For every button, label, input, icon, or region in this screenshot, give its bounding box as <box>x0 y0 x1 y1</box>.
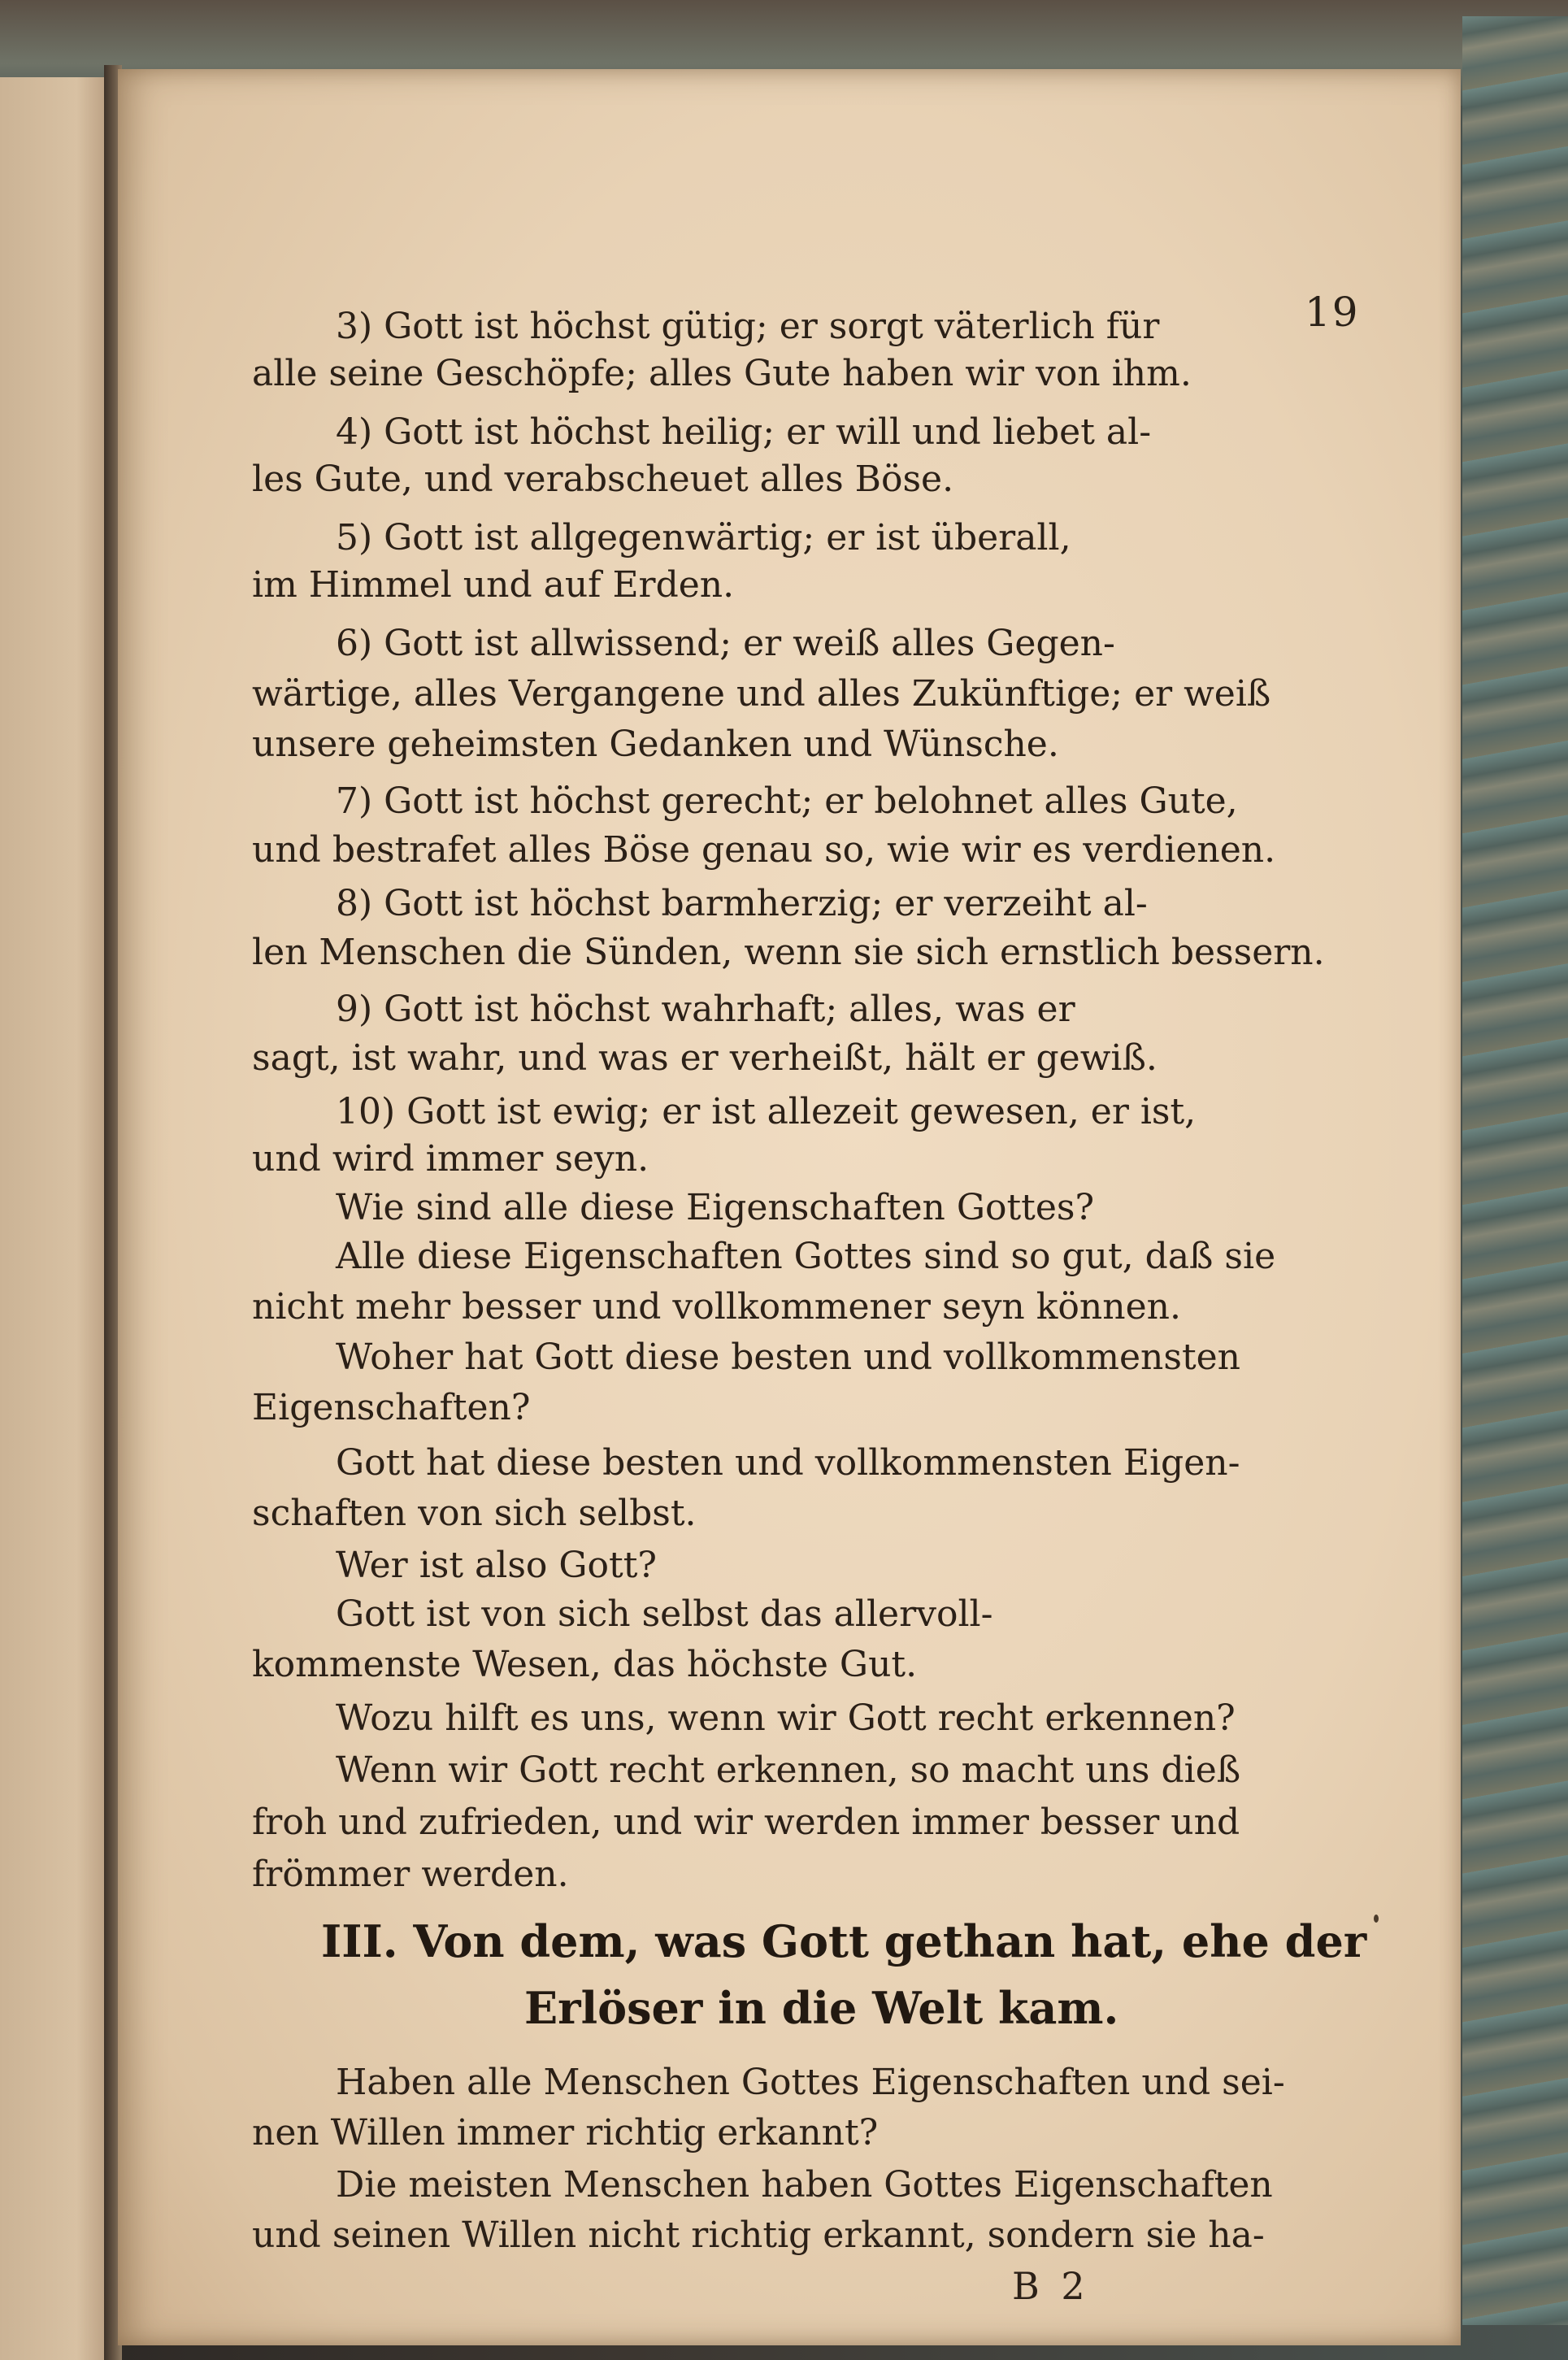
question-line: Woher hat Gott diese besten und vollkommensten <box>336 1336 1240 1378</box>
text-line: nicht mehr besser und vollkommener seyn können. <box>252 1286 1181 1328</box>
text-line: 4) Gott ist höchst heilig; er will und liebet al- <box>336 411 1152 453</box>
text-line: 7) Gott ist höchst gerecht; er belohnet alles Gute, <box>336 780 1238 822</box>
text-line: kommenste Wesen, das höchste Gut. <box>252 1644 918 1685</box>
text-line: alle seine Geschöpfe; alles Gute haben wir von ihm. <box>252 353 1192 394</box>
question-line: Wie sind alle diese Eigenschaften Gottes? <box>336 1187 1095 1228</box>
text-line: wärtige, alles Vergangene und alles Zukünftige; er weiß <box>252 673 1271 715</box>
text-line: Gott hat diese besten und vollkommensten Eigen- <box>336 1442 1240 1484</box>
text-line: sagt, ist wahr, und was er verheißt, hält er gewiß. <box>252 1037 1158 1079</box>
question-line: Eigenschaften? <box>252 1387 531 1428</box>
question-line: Wozu hilft es uns, wenn wir Gott recht erkennen? <box>336 1697 1236 1739</box>
text-line: unsere geheimsten Gedanken und Wünsche. <box>252 724 1059 765</box>
text-line: und wird immer seyn. <box>252 1138 649 1180</box>
text-line: Alle diese Eigenschaften Gottes sind so gut, daß sie <box>336 1236 1276 1277</box>
text-line: und seinen Willen nicht richtig erkannt, sondern sie ha- <box>252 2214 1265 2256</box>
text-line: im Himmel und auf Erden. <box>252 564 735 606</box>
text-line: frömmer werden. <box>252 1854 569 1895</box>
question-line: Wer ist also Gott? <box>336 1545 657 1586</box>
text-line: les Gute, und verabscheuet alles Böse. <box>252 459 954 500</box>
text-line: 9) Gott ist höchst wahrhaft; alles, was er <box>336 989 1075 1030</box>
text-line: Die meisten Menschen haben Gottes Eigenschaften <box>336 2164 1273 2206</box>
marbled-cover-edge <box>1462 16 1568 2325</box>
text-line: 3) Gott ist höchst gütig; er sorgt väterlich für <box>336 306 1160 347</box>
text-line: len Menschen die Sünden, wenn sie sich ernstlich bessern. <box>252 932 1325 973</box>
ink-speck <box>1374 1915 1379 1923</box>
signature-mark: B 2 <box>1012 2264 1090 2308</box>
question-line: nen Willen immer richtig erkannt? <box>252 2112 879 2154</box>
left-page-edge <box>0 77 112 2360</box>
text-line: 10) Gott ist ewig; er ist allezeit gewesen, er ist, <box>336 1091 1197 1132</box>
text-line: Gott ist von sich selbst das allervoll- <box>336 1593 993 1635</box>
question-line: Haben alle Menschen Gottes Eigenschaften und sei- <box>336 2062 1285 2103</box>
text-line: und bestrafet alles Böse genau so, wie wir es verdienen. <box>252 829 1276 871</box>
section-heading: III. Von dem, was Gott gethan hat, ehe der <box>321 1915 1367 1967</box>
text-line: 8) Gott ist höchst barmherzig; er verzeiht al- <box>336 883 1148 924</box>
book-page <box>118 69 1461 2345</box>
text-line: froh und zufrieden, und wir werden immer besser und <box>252 1802 1240 1843</box>
text-line: Wenn wir Gott recht erkennen, so macht uns dieß <box>336 1749 1241 1791</box>
section-heading-continued: Erlöser in die Welt kam. <box>524 1982 1119 2034</box>
text-line: 6) Gott ist allwissend; er weiß alles Gegen- <box>336 623 1115 664</box>
text-line: schaften von sich selbst. <box>252 1493 697 1534</box>
text-line: 5) Gott ist allgegenwärtig; er ist überall, <box>336 517 1071 558</box>
page-number: 19 <box>1305 289 1360 336</box>
